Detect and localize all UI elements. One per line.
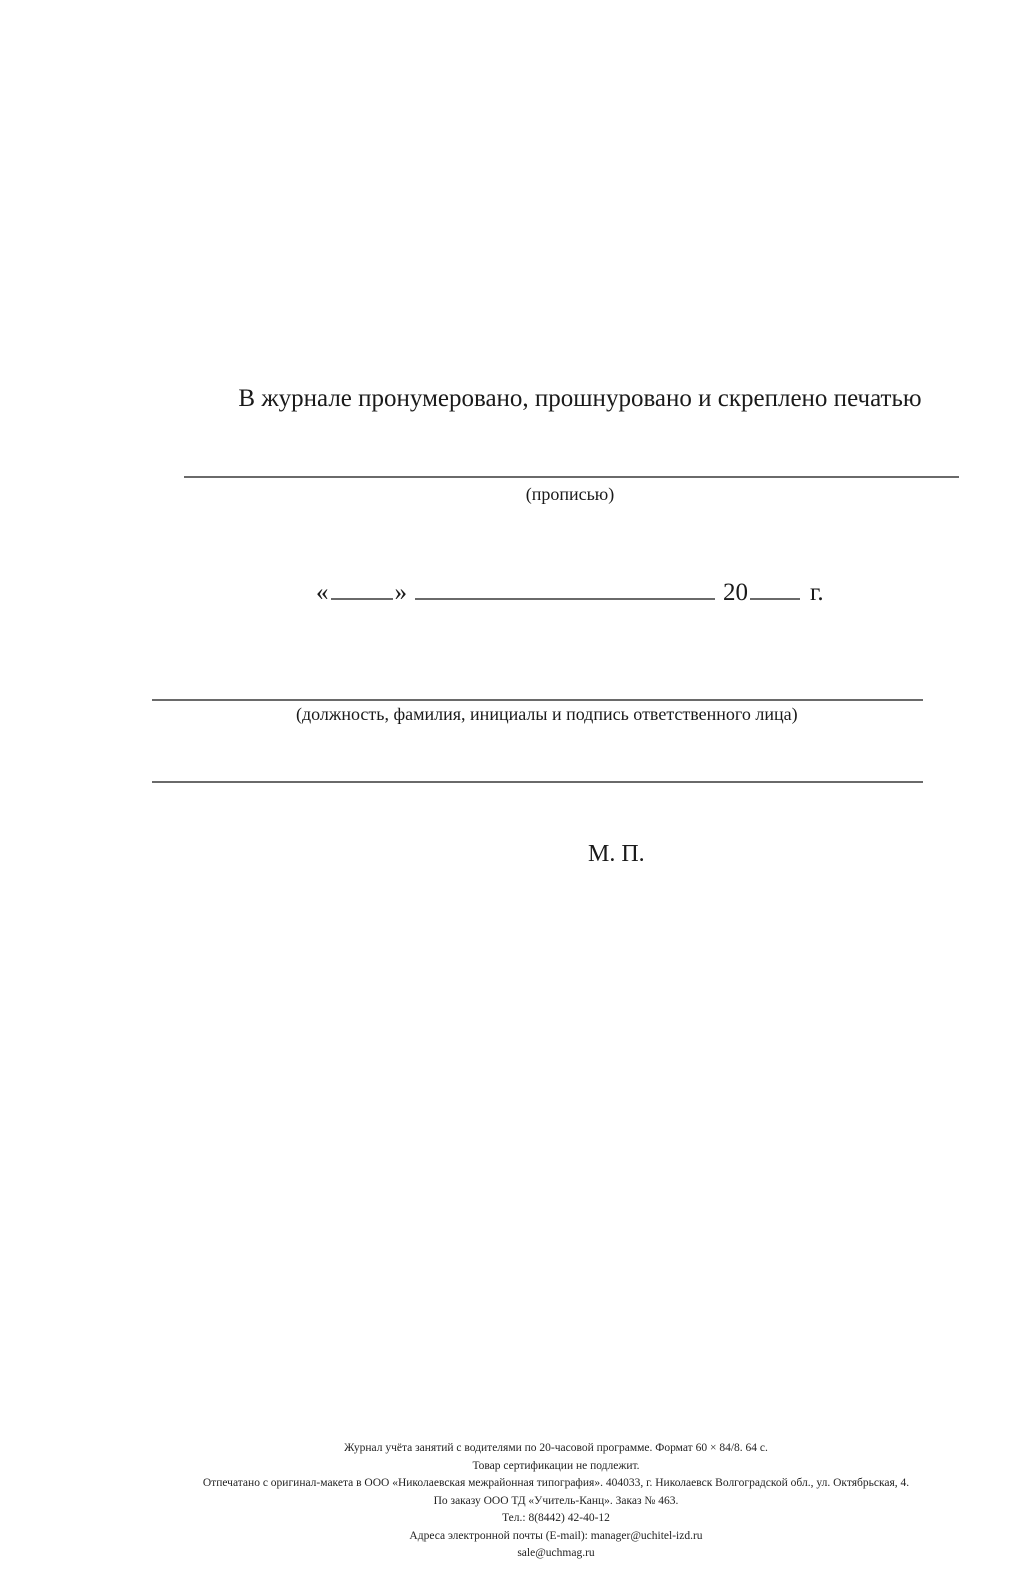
page-count-caption: (прописью) <box>525 484 615 504</box>
signer-blank-line[interactable] <box>152 699 923 701</box>
month-blank[interactable] <box>415 574 715 600</box>
footer-line-email: Адреса электронной почты (E-mail): manager@uchitel-izd.ru <box>409 1529 703 1542</box>
page-count-blank-line[interactable] <box>184 476 959 478</box>
footer-line-product: Журнал учёта занятий с водителями по 20-часовой программе. Формат 60 × 84/8. 64 с. <box>344 1442 768 1454</box>
footer-line-certification: Товар сертификации не подлежит. <box>472 1459 640 1472</box>
year-suffix: г. <box>810 579 824 606</box>
day-blank[interactable] <box>331 574 393 600</box>
year-prefix: 20 <box>723 579 748 606</box>
certification-heading: В журнале пронумеровано, прошнуровано и скреплено печатью <box>238 385 922 412</box>
imprint-footer <box>0 1440 1024 1563</box>
footer-line-phone: Тел.: 8(8442) 42-40-12 <box>502 1512 610 1524</box>
signer-caption: (должность, фамилия, инициалы и подпись ответственного лица) <box>296 704 798 724</box>
footer-line-order: По заказу ООО ТД «Учитель-Канц». Заказ № 463. <box>433 1494 679 1507</box>
extra-blank-line[interactable] <box>152 781 923 783</box>
close-quote: » <box>394 579 407 606</box>
footer-line-printer: Отпечатано с оригинал-макета в ООО «Николаевская межрайонная типография». 404033, г. Николаевск Волгоградской обл., ул. Октябрьская, 4. <box>202 1477 910 1489</box>
date-row <box>316 574 824 610</box>
stamp-place-label: М. П. <box>588 841 645 867</box>
footer-line-email-2: sale@uchmag.ru <box>517 1547 595 1559</box>
open-quote: « <box>316 579 329 606</box>
year-blank[interactable] <box>750 574 800 600</box>
